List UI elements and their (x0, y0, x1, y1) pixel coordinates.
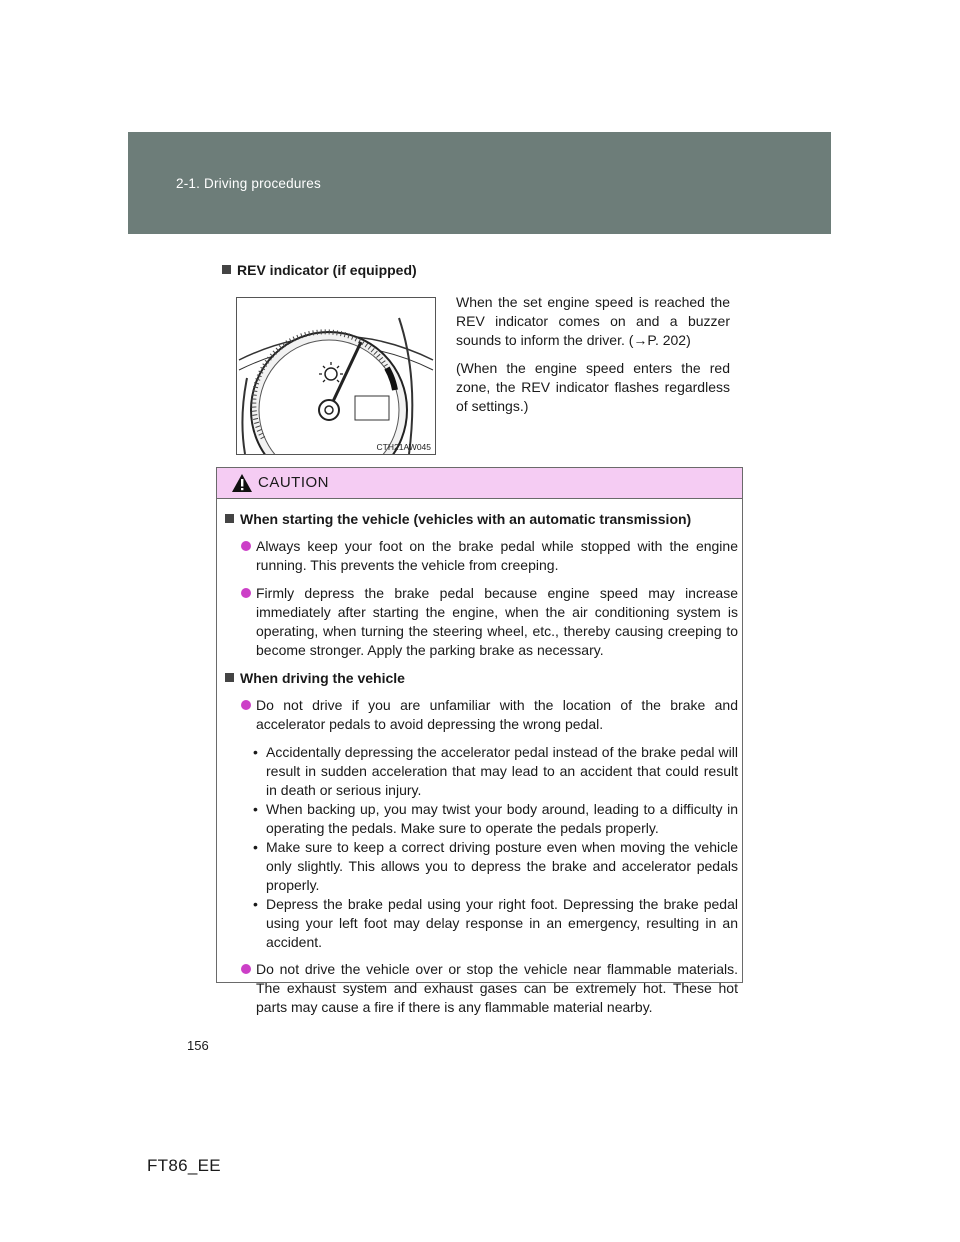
caution-body (225, 510, 738, 1026)
caution-heading-text: When starting the vehicle (vehicles with an automatic transmission) (240, 511, 692, 527)
page-number: 156 (187, 1038, 209, 1053)
caution-section-heading (225, 669, 738, 688)
caution-sub-list (225, 743, 738, 952)
round-bullet-icon (241, 964, 251, 974)
rev-paragraph-2: (When the engine speed enters the red zone, the REV indicator flashes regardless of settings.) (456, 360, 730, 414)
rev-description (456, 293, 730, 425)
caution-sub-text: Depress the brake pedal using your right foot. Depressing the brake pedal using your left foot may delay response in an emergency, resulting in an accident. (266, 896, 738, 950)
warning-triangle-icon (231, 473, 253, 493)
caution-item (239, 696, 738, 734)
caution-header (217, 468, 742, 499)
figure-code: CTH21AW045 (376, 442, 431, 452)
caution-item (239, 584, 738, 660)
square-bullet-icon (225, 514, 234, 523)
header-band (128, 132, 831, 234)
caution-heading-text: When driving the vehicle (240, 670, 405, 686)
caution-sub-item (249, 895, 738, 952)
caution-item-text: Do not drive if you are unfamiliar with the location of the brake and accelerator pedals to avoid depressing the wrong pedal. (256, 697, 738, 732)
rev-section-heading (222, 262, 417, 278)
square-bullet-icon (222, 265, 231, 274)
dot-bullet-icon: • (253, 896, 258, 912)
dot-bullet-icon: • (253, 839, 258, 855)
caution-item-text: Do not drive the vehicle over or stop the vehicle near flammable materials. The exhaust system and exhaust gases can be extremely hot. These hot parts may cause a fire if there is any flammable material nearby. (256, 961, 738, 1015)
caution-item (239, 960, 738, 1017)
caution-sub-item (249, 800, 738, 838)
round-bullet-icon (241, 700, 251, 710)
rev-indicator-figure (236, 297, 436, 455)
tachometer-illustration (237, 298, 435, 454)
caution-box (216, 467, 743, 1015)
caution-item-text: Always keep your foot on the brake pedal while stopped with the engine running. This prevents the vehicle from creeping. (256, 538, 738, 573)
square-bullet-icon (225, 673, 234, 682)
caution-sub-text: When backing up, you may twist your body around, leading to a difficulty in operating the pedals. Make sure to operate the pedals properly. (266, 801, 738, 836)
caution-sub-text: Make sure to keep a correct driving posture even when moving the vehicle only slightly. This allows you to depress the brake and accelerator pedals properly. (266, 839, 738, 893)
round-bullet-icon (241, 541, 251, 551)
caution-sub-item (249, 838, 738, 895)
rev-paragraph-1: When the set engine speed is reached the REV indicator comes on and a buzzer sounds to inform the driver. (→P. 202) (456, 294, 730, 348)
caution-sub-text: Accidentally depressing the accelerator pedal instead of the brake pedal will result in sudden acceleration that may lead to an accident that could result in death or serious injury. (266, 744, 738, 798)
dot-bullet-icon: • (253, 744, 258, 760)
caution-item (239, 537, 738, 575)
dot-bullet-icon: • (253, 801, 258, 817)
rev-title: REV indicator (if equipped) (237, 262, 417, 278)
caution-item-text: Firmly depress the brake pedal because engine speed may increase immediately after starting the engine, when the air conditioning system is operating, when turning the steering wheel, etc., thereby causing creeping to become stronger. Apply the parking brake as necessary. (256, 585, 738, 658)
round-bullet-icon (241, 588, 251, 598)
document-code: FT86_EE (147, 1156, 221, 1175)
caution-section-heading (225, 510, 738, 529)
caution-title: CAUTION (258, 474, 329, 491)
section-breadcrumb: 2-1. Driving procedures (176, 176, 321, 191)
caution-sub-item (249, 743, 738, 800)
